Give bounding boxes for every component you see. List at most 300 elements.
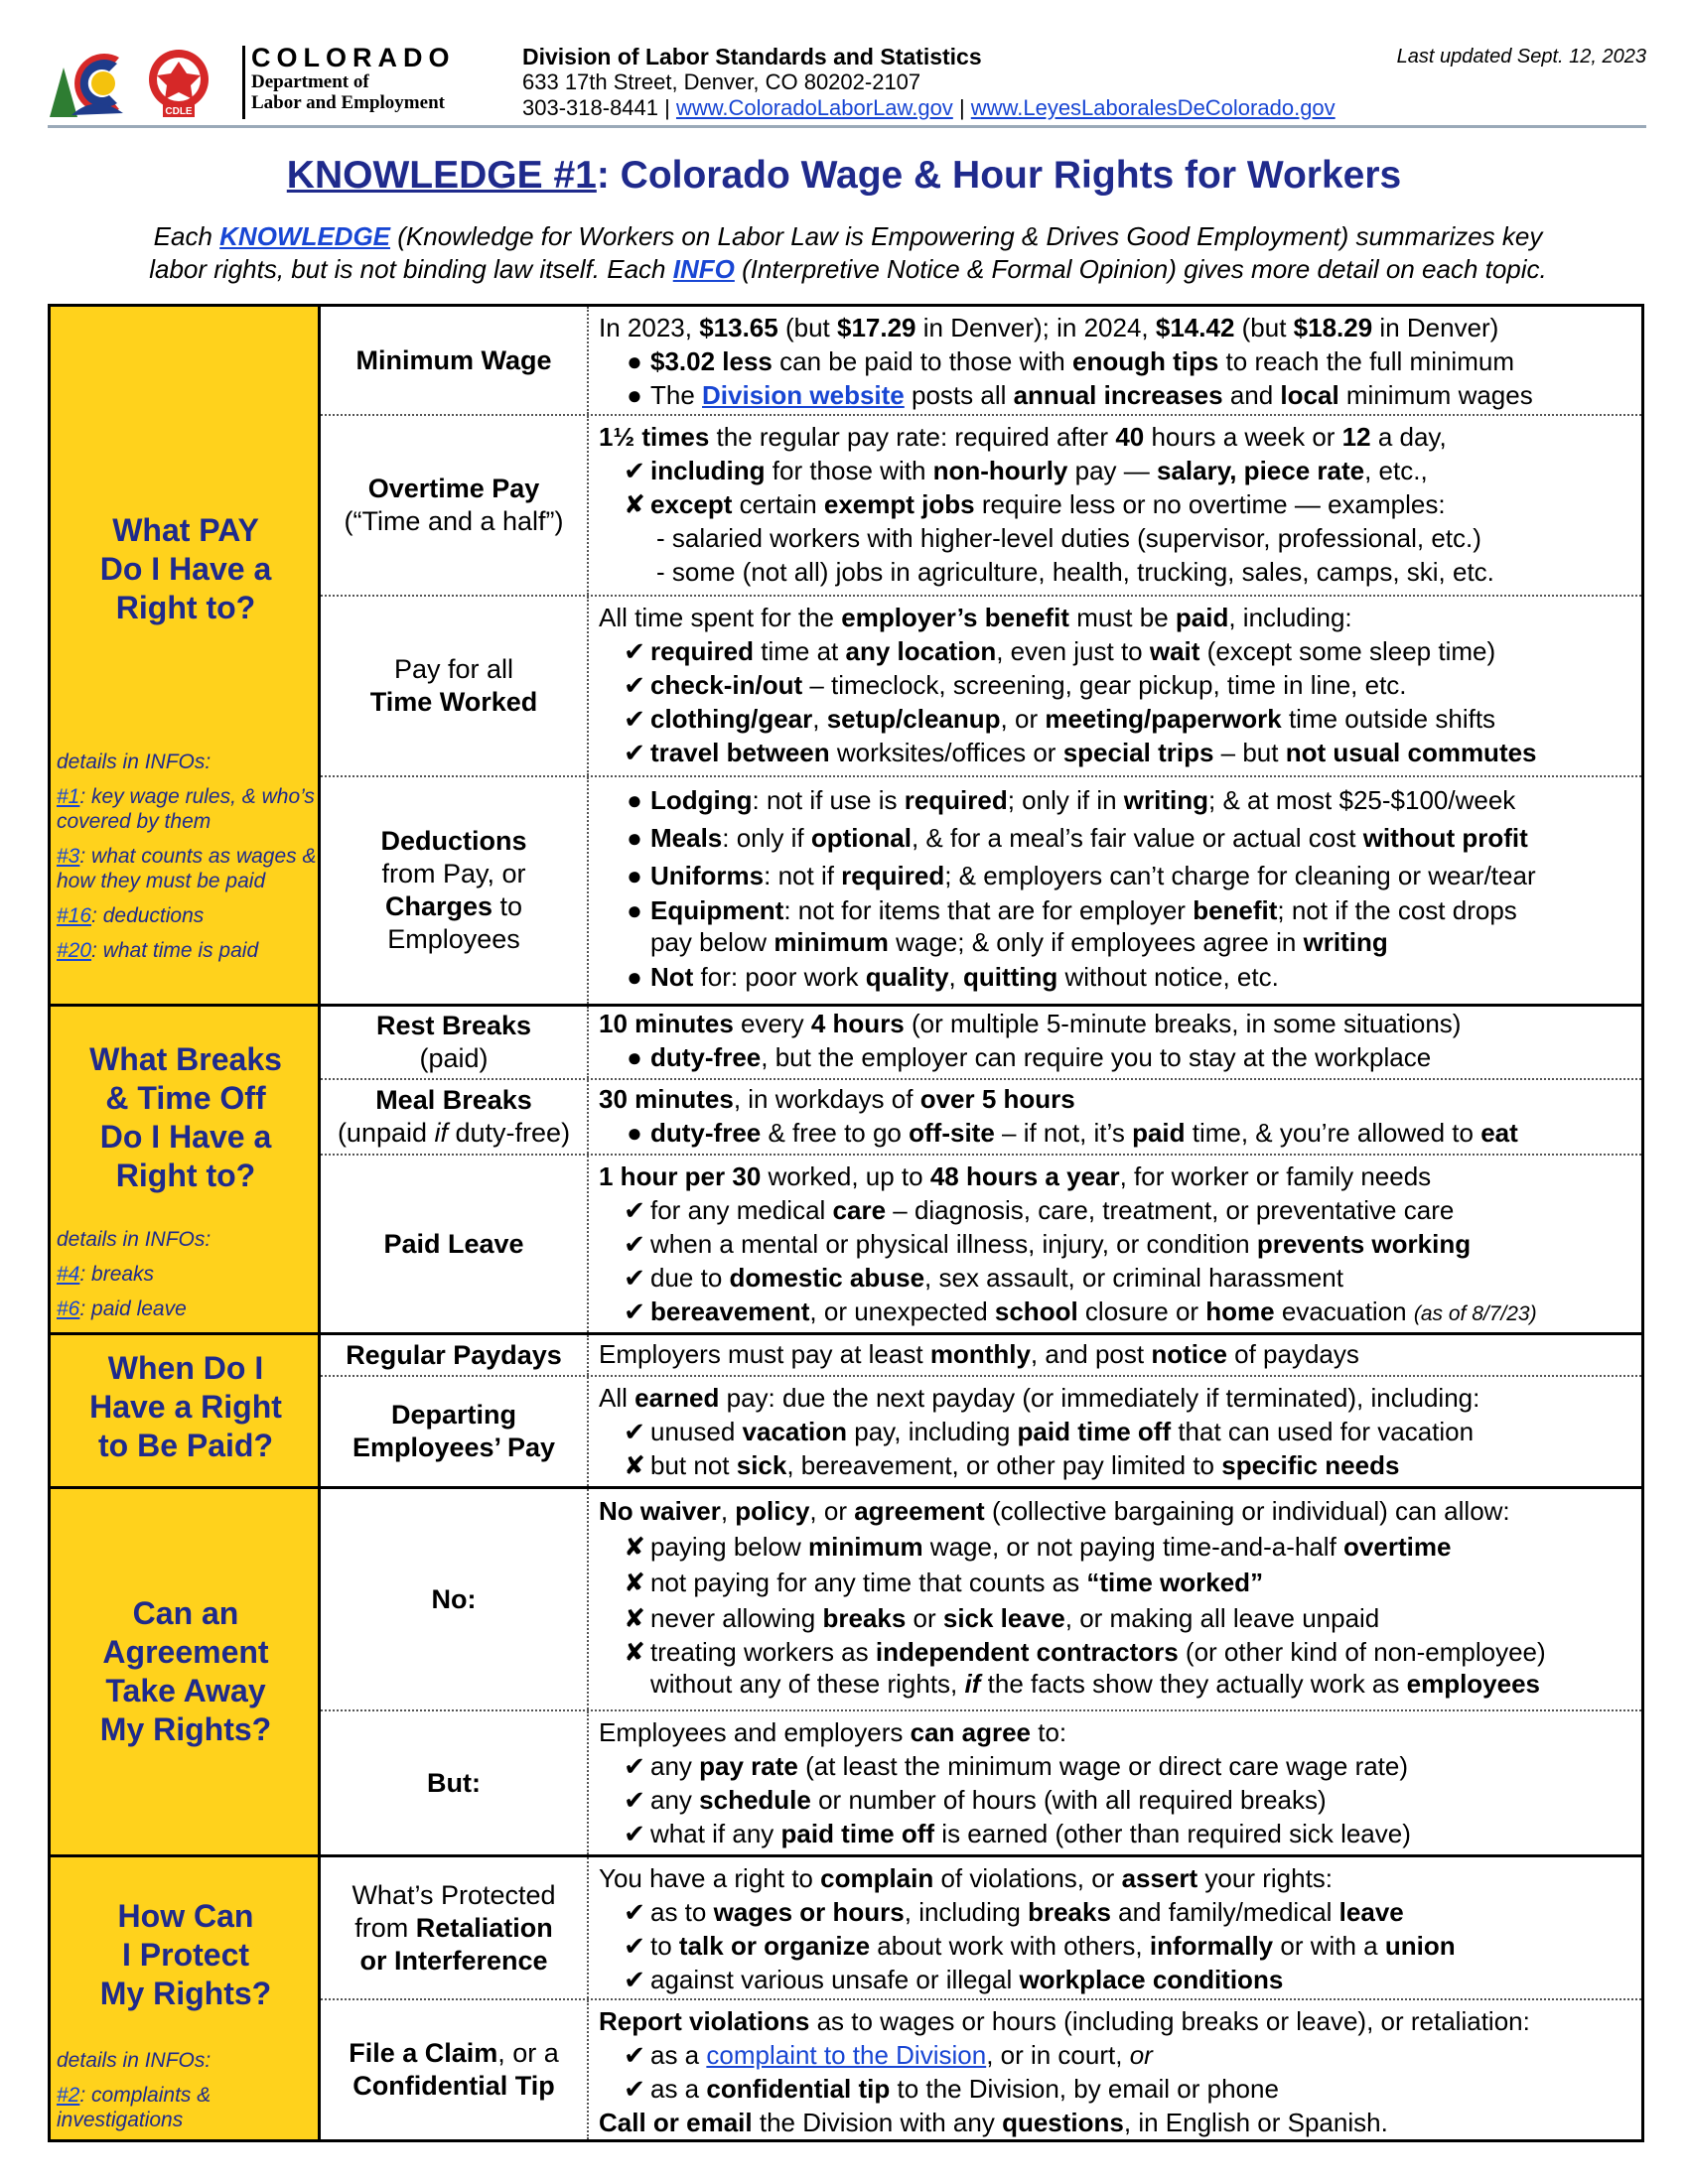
content-line <box>599 2038 1637 2072</box>
text: check-in/out <box>650 670 803 700</box>
text: & free to go <box>761 1118 910 1148</box>
question-line: Take Away <box>105 1673 266 1708</box>
content-line <box>599 958 1637 996</box>
bullet-icon: ● <box>627 1042 642 1072</box>
text: paid time off <box>780 1819 935 1848</box>
text: to: <box>1031 1717 1067 1747</box>
text: schedule <box>699 1785 811 1815</box>
info-text: : what counts as wages & how they must be paid <box>57 845 317 892</box>
text: , or unexpected <box>809 1297 995 1326</box>
text: , in English or Spanish. <box>1123 2108 1388 2137</box>
text: ; not if the cost drops <box>1277 895 1517 925</box>
text: : only if <box>722 823 811 853</box>
text: that can used for vacation <box>1171 1417 1475 1446</box>
colorado-logo-icon <box>48 44 236 123</box>
content-line <box>599 2004 1637 2038</box>
topic-agreement-no: No: <box>321 1489 589 1709</box>
content-file-claim <box>599 2004 1637 2139</box>
text: treating workers as <box>650 1637 876 1667</box>
text: quality <box>865 962 949 992</box>
text: , including: <box>1228 603 1352 632</box>
text: for those with <box>765 456 933 485</box>
info-text: : what time is paid <box>91 939 259 962</box>
topic-time-worked <box>321 597 589 775</box>
content-retaliation <box>599 1861 1637 1996</box>
row-agreement-but <box>321 1711 1641 1854</box>
topic-line: (paid) <box>419 1043 489 1073</box>
text: eat <box>1480 1118 1518 1148</box>
infos-details <box>57 1227 317 1331</box>
content-line <box>599 894 1637 926</box>
topic-line: Employees’ Pay <box>352 1433 556 1462</box>
text: including <box>650 456 766 485</box>
info-text: : key wage rules, & who’s covered by them <box>57 785 315 833</box>
topic-line: Deductions <box>380 826 527 856</box>
text: Employees and employers <box>599 1717 911 1747</box>
section-protect <box>48 1854 1644 2142</box>
text: (collective bargaining or individual) can allow: <box>984 1496 1510 1526</box>
text: in Denver); in 2024, <box>915 313 1156 342</box>
text: pay below <box>650 927 774 957</box>
content-rest-breaks <box>599 1007 1637 1074</box>
link-colorado-labor-law[interactable]: www.ColoradoLaborLaw.gov <box>675 95 953 120</box>
question-when-paid <box>51 1349 321 1465</box>
department-name <box>251 44 529 113</box>
text: pay — <box>1067 456 1157 485</box>
row-meal-breaks <box>321 1080 1641 1156</box>
row-rest-breaks <box>321 1007 1641 1080</box>
text: Employers must pay at least <box>599 1339 930 1369</box>
text: monthly <box>929 1339 1031 1369</box>
department-line1: Department of <box>251 71 369 92</box>
topic-file-claim <box>321 2000 589 2139</box>
topic-line: Charges <box>384 891 492 921</box>
topic-line: duty-free) <box>448 1118 571 1148</box>
text: the facts show they actually work as <box>980 1669 1407 1699</box>
content-line <box>599 1261 1637 1295</box>
topic-line: Overtime Pay <box>367 474 540 503</box>
text: (but <box>1234 313 1294 342</box>
logos <box>48 44 236 123</box>
intro-text <box>54 220 1642 286</box>
content-line <box>599 1715 1637 1749</box>
text: to reach the full minimum <box>1218 346 1514 376</box>
topic-deductions <box>321 777 589 1004</box>
topic-meal-breaks <box>321 1080 589 1154</box>
text: unused <box>650 1417 743 1446</box>
text: “time worked” <box>1086 1568 1264 1597</box>
bullet-icon: ● <box>627 785 642 815</box>
cross-icon: ✘ <box>624 1450 645 1480</box>
link-leyes-laborales[interactable]: www.LeyesLaboralesDeColorado.gov <box>970 95 1336 120</box>
text: paid time off <box>1017 1417 1172 1446</box>
text: and family/medical <box>1110 1897 1339 1927</box>
row-file-claim <box>321 2000 1641 2139</box>
text: , and post <box>1030 1339 1152 1369</box>
check-icon: ✔ <box>624 636 645 666</box>
text: policy <box>735 1496 810 1526</box>
text: , but the employer can require you to stay at the workplace <box>761 1042 1432 1072</box>
info-item <box>57 2083 317 2132</box>
text: informally <box>1149 1931 1274 1961</box>
section-breaks <box>48 1004 1644 1335</box>
text: domestic abuse <box>729 1263 925 1293</box>
details-label: details in INFOs: <box>57 2049 211 2072</box>
intro-text-span: labor rights, but is not binding law itself. Each <box>149 254 673 284</box>
question-line: & Time Off <box>105 1080 266 1116</box>
text: every <box>733 1009 811 1038</box>
text: duty-free <box>650 1118 762 1148</box>
division-address: 633 17th Street, Denver, CO 80202-2107 <box>522 69 921 94</box>
text: assert <box>1121 1863 1198 1893</box>
row-retaliation <box>321 1857 1641 2000</box>
intro-text-span: Each <box>153 221 220 251</box>
content-line <box>599 634 1637 668</box>
topic-overtime-pay <box>321 416 589 595</box>
text: 1 hour per 30 <box>599 1161 762 1191</box>
text: , or making all leave unpaid <box>1064 1603 1380 1633</box>
info-item <box>57 844 317 893</box>
content-line <box>599 1963 1637 1996</box>
check-icon: ✔ <box>624 1785 645 1815</box>
cross-icon: ✘ <box>624 489 645 519</box>
content-line <box>599 454 1637 487</box>
text: , <box>948 962 963 992</box>
text: , etc., <box>1364 456 1428 485</box>
row-deductions <box>321 777 1641 1004</box>
link-separator: | <box>958 95 965 120</box>
content-meal-breaks <box>599 1082 1637 1150</box>
content-line <box>599 1783 1637 1817</box>
topic-line: (unpaid <box>337 1118 435 1148</box>
text: $13.65 <box>699 313 778 342</box>
question-breaks <box>51 1040 321 1195</box>
text: , or <box>1000 704 1046 734</box>
content-line <box>599 1448 1637 1482</box>
text: worked, up to <box>761 1161 930 1191</box>
check-icon: ✔ <box>624 2040 645 2070</box>
text: can be paid to those with <box>772 346 1072 376</box>
topic-line: Employees <box>387 924 520 954</box>
text: , or <box>809 1496 855 1526</box>
text: about work with others, <box>870 1931 1150 1961</box>
content-agreement-but <box>599 1715 1637 1850</box>
text: overtime <box>1343 1532 1452 1562</box>
cross-icon: ✘ <box>624 1603 645 1633</box>
text: : not if <box>764 861 842 890</box>
title-rest: : Colorado Wage & Hour Rights for Workers <box>596 154 1402 197</box>
topic-regular-paydays: Regular Paydays <box>321 1335 589 1375</box>
row-overtime-pay <box>321 416 1641 597</box>
content-line <box>599 1895 1637 1929</box>
text: Lodging <box>650 785 753 815</box>
text: without notice, etc. <box>1057 962 1279 992</box>
topic-rest-breaks <box>321 1007 589 1078</box>
info-item <box>57 784 317 834</box>
text: vacation <box>742 1417 848 1446</box>
text: any <box>650 1751 700 1781</box>
text: , sex assault, or criminal harassment <box>924 1263 1343 1293</box>
check-icon: ✔ <box>624 1965 645 1994</box>
text: wage, or not paying time-and-a-half <box>922 1532 1344 1562</box>
intro-text-span: (Interpretive Notice & Formal Opinion) gives more detail on each topic. <box>734 254 1547 284</box>
intro-line2 <box>54 253 1642 286</box>
text: exempt jobs <box>823 489 975 519</box>
content-line <box>599 1600 1637 1636</box>
text: pay, including <box>847 1417 1018 1446</box>
text: All time spent for the <box>599 603 842 632</box>
check-icon: ✔ <box>624 1195 645 1225</box>
text: due to <box>650 1263 730 1293</box>
check-icon: ✔ <box>624 2074 645 2104</box>
topic-departing-pay <box>321 1377 589 1486</box>
content-line <box>599 1295 1637 1331</box>
topic-line: Confidential Tip <box>352 2071 555 2101</box>
info-item <box>57 1262 317 1287</box>
topic-line: File a Claim <box>349 2038 498 2068</box>
check-icon: ✔ <box>624 1297 645 1326</box>
text: of paydays <box>1226 1339 1359 1369</box>
content-line <box>599 1160 1637 1193</box>
text: worksites/offices or <box>829 738 1063 767</box>
text: minimum <box>774 927 889 957</box>
link-info-6[interactable]: #6 <box>57 1297 80 1320</box>
text: school <box>994 1297 1078 1326</box>
bullet-icon: ● <box>627 861 642 890</box>
text: over 5 hours <box>919 1084 1075 1114</box>
text: 30 minutes <box>599 1084 734 1114</box>
text: , including <box>904 1897 1029 1927</box>
text: – if not, it’s <box>994 1118 1133 1148</box>
text: , or in court, <box>986 2040 1130 2070</box>
content-line <box>599 1116 1637 1150</box>
header-rule <box>48 125 1646 128</box>
text: No waiver <box>599 1496 721 1526</box>
topic-line: (“Time and a half”) <box>344 506 564 536</box>
question-line: My Rights? <box>99 1711 272 1747</box>
text: Call or email <box>599 2108 753 2137</box>
link-complaint-to-division[interactable]: complaint to the Division <box>706 2040 987 2070</box>
link-info-20[interactable]: #20 <box>57 939 92 962</box>
content-line <box>599 2106 1637 2139</box>
bullet-icon: ● <box>627 823 642 853</box>
topic-line: Departing <box>390 1400 516 1430</box>
text: ; & employers can’t charge for cleaning or wear/tear <box>944 861 1536 890</box>
question-line: Right to? <box>115 1158 256 1193</box>
check-icon: ✔ <box>624 704 645 734</box>
bullet-icon: ● <box>627 346 642 376</box>
text: 48 hours a year <box>929 1161 1120 1191</box>
content-line <box>599 781 1637 819</box>
division-phone-links <box>522 95 1356 121</box>
rights-table <box>48 304 1644 2142</box>
text: time outside shifts <box>1281 704 1496 734</box>
text: required <box>904 785 1008 815</box>
topic-line: Time Worked <box>369 687 538 717</box>
text: as to wages or hours (including breaks or leave), or retaliation: <box>809 2006 1530 2036</box>
check-icon: ✔ <box>624 1819 645 1848</box>
question-line: How Can <box>117 1898 254 1934</box>
department-line2: Labor and Employment <box>251 92 445 113</box>
info-item <box>57 1297 317 1321</box>
content-line <box>599 819 1637 857</box>
text: or <box>1129 2040 1153 2070</box>
content-line <box>599 1227 1637 1261</box>
topic-line: , or a <box>497 2038 559 2068</box>
text: ; only if in <box>1007 785 1124 815</box>
check-icon: ✔ <box>624 1229 645 1259</box>
link-knowledge[interactable]: KNOWLEDGE <box>219 221 391 251</box>
row-regular-paydays <box>321 1335 1641 1377</box>
content-line <box>599 1493 1637 1529</box>
content-line <box>599 311 1637 344</box>
content-line <box>599 668 1637 702</box>
text: , even just to <box>996 636 1150 666</box>
text: for: poor work <box>693 962 866 992</box>
question-column <box>51 307 321 1004</box>
text: as a <box>650 2074 707 2104</box>
cdle-logo-text: CDLE <box>165 106 193 117</box>
question-agreement <box>51 1594 321 1749</box>
text: 1½ times <box>599 422 710 452</box>
section-pay <box>48 304 1644 1007</box>
state-name: COLORADO <box>251 43 456 72</box>
text: any <box>650 1785 700 1815</box>
link-info-1[interactable]: #1 <box>57 785 80 808</box>
content-line <box>599 344 1637 378</box>
intro-line1 <box>54 220 1642 253</box>
text: required <box>650 636 755 666</box>
text: questions <box>1002 2108 1124 2137</box>
link-info[interactable]: INFO <box>672 254 735 284</box>
text: – but <box>1213 738 1286 767</box>
title-knowledge: KNOWLEDGE #1 <box>286 154 597 197</box>
infos-details <box>57 2048 317 2142</box>
cross-icon: ✘ <box>624 1532 645 1562</box>
content-line <box>599 1668 1637 1700</box>
content-line <box>599 1565 1637 1600</box>
content-line <box>599 857 1637 894</box>
link-info-16[interactable]: #16 <box>57 904 92 927</box>
text: must be <box>1068 603 1176 632</box>
text: 10 minutes <box>599 1009 734 1038</box>
text: specific needs <box>1221 1450 1400 1480</box>
division-contact <box>522 44 1356 121</box>
text: for any medical <box>650 1195 833 1225</box>
text: (as of 8/7/23) <box>1413 1302 1537 1325</box>
text: ; & at most $25-$100/week <box>1208 785 1516 815</box>
text: In 2023, <box>599 313 700 342</box>
row-minimum-wage <box>321 307 1641 416</box>
text: of violations, or <box>933 1863 1122 1893</box>
content-line <box>599 487 1637 521</box>
question-line: What Breaks <box>89 1041 282 1077</box>
text: time at <box>754 636 846 666</box>
text: bereavement <box>650 1297 810 1326</box>
check-icon: ✔ <box>624 1931 645 1961</box>
text: You have a right to <box>599 1863 821 1893</box>
content-line <box>599 1337 1637 1371</box>
question-line: I Protect <box>121 1937 250 1973</box>
text: as a <box>650 2040 707 2070</box>
text: writing <box>1303 927 1388 957</box>
content-regular-paydays <box>599 1337 1637 1371</box>
text: time, & you’re allowed to <box>1185 1118 1481 1148</box>
content-time-worked <box>599 601 1637 769</box>
link-info-4[interactable]: #4 <box>57 1263 80 1286</box>
text: complain <box>820 1863 934 1893</box>
question-line: Agreement <box>102 1634 269 1670</box>
question-line: Have a Right <box>89 1389 282 1425</box>
bullet-icon: ● <box>627 962 642 992</box>
content-line: - salaried workers with higher-level duties (supervisor, professional, etc.) <box>656 523 1481 553</box>
content-line <box>599 378 1637 412</box>
text: local <box>1280 380 1339 410</box>
text: care <box>832 1195 887 1225</box>
text: 40 <box>1115 422 1145 452</box>
question-protect <box>51 1897 321 2013</box>
text: agreement <box>854 1496 985 1526</box>
content-line <box>599 2072 1637 2106</box>
text: talk or organize <box>678 1931 871 1961</box>
topic-line: What’s Protected <box>352 1879 556 1910</box>
topic-line: from Pay, or <box>381 859 526 888</box>
topic-line: Retaliation <box>415 1912 553 1943</box>
info-text: : paid leave <box>79 1297 187 1320</box>
text: and <box>1222 380 1281 410</box>
bullet-icon: ● <box>627 380 642 410</box>
topic-line: Meal Breaks <box>375 1085 532 1115</box>
text: any location <box>845 636 997 666</box>
content-agreement-no <box>599 1493 1637 1700</box>
content-line <box>599 1007 1637 1040</box>
question-line: Do I Have a <box>99 551 272 587</box>
cross-icon: ✘ <box>624 1568 645 1597</box>
row-agreement-no <box>321 1489 1641 1711</box>
link-info-3[interactable]: #3 <box>57 845 80 868</box>
question-line: Right to? <box>115 590 256 625</box>
link-info-2[interactable]: #2 <box>57 2084 80 2107</box>
text: not usual commutes <box>1285 738 1537 767</box>
text: non-hourly <box>932 456 1068 485</box>
question-line: Can an <box>132 1595 239 1631</box>
text: salary, piece rate <box>1156 456 1365 485</box>
topic-line: Pay for all <box>393 654 514 684</box>
link-division-website[interactable]: Division website <box>702 380 905 410</box>
text: breaks <box>822 1603 907 1633</box>
question-column <box>51 1007 321 1332</box>
check-icon: ✔ <box>624 1897 645 1927</box>
cross-icon: ✘ <box>624 1637 645 1667</box>
text: travel between <box>650 738 830 767</box>
text: annual increases <box>1013 380 1223 410</box>
text: required <box>841 861 945 890</box>
question-column <box>51 1857 321 2139</box>
page-title <box>0 154 1688 198</box>
text: against various unsafe or illegal <box>650 1965 1020 1994</box>
topic-minimum-wage: Minimum Wage <box>321 307 589 414</box>
topic-line: or Interference <box>359 1945 548 1976</box>
content-line <box>599 702 1637 736</box>
details-label: details in INFOs: <box>57 1228 211 1251</box>
check-icon: ✔ <box>624 670 645 700</box>
text: optional <box>810 823 912 853</box>
text: : not if use is <box>752 785 905 815</box>
details-label: details in INFOs: <box>57 751 211 773</box>
text: never allowing <box>650 1603 823 1633</box>
text: (at least the minimum wage or direct care wage rate) <box>797 1751 1409 1781</box>
content-line <box>599 601 1637 634</box>
